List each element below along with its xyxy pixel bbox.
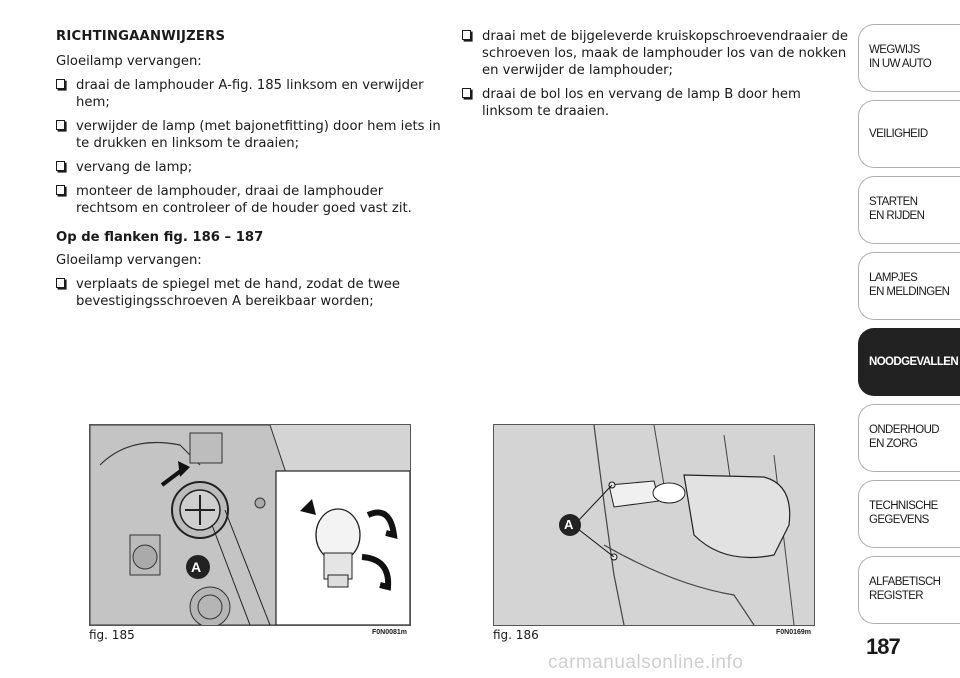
- section-heading: RICHTINGAANWIJZERS: [56, 29, 226, 44]
- list-item: verplaats de spiegel met de hand, zodat de twee bevestigingsschroeven A bereikbaar worden;: [56, 276, 448, 310]
- chapter-tabs: [858, 24, 960, 632]
- checkbox-bullet-icon: [56, 161, 65, 171]
- page-number: 187: [866, 634, 900, 659]
- right-text-column: [462, 28, 850, 127]
- watermark: carmanualsonline.info: [548, 652, 744, 673]
- checkbox-bullet-icon: [56, 278, 65, 288]
- tab-lampjes[interactable]: LAMPJES EN MELDINGEN: [858, 252, 960, 320]
- left-text-column: [56, 28, 448, 317]
- tab-alfabetisch[interactable]: ALFABETISCH REGISTER: [858, 556, 960, 624]
- checkbox-bullet-icon: [462, 88, 471, 98]
- tab-technische[interactable]: TECHNISCHE GEGEVENS: [858, 480, 960, 548]
- checkbox-bullet-icon: [56, 185, 65, 195]
- checkbox-bullet-icon: [462, 30, 471, 40]
- figure-caption: fig. 185: [89, 628, 135, 642]
- lamp-holder-illustration: [90, 425, 410, 625]
- list-item: verwijder de lamp (met bajonetfitting) door hem iets in te drukken en linksom te draaien;: [56, 118, 448, 152]
- list-item: draai de lamphouder A-fig. 185 linksom en verwijder hem;: [56, 77, 448, 111]
- list-item: monteer de lamphouder, draai de lamphouder rechtsom en controleer of de houder goed vast zit.: [56, 183, 448, 217]
- figure-185-illustration: [89, 424, 411, 626]
- list-item: draai de bol los en vervang de lamp B door hem linksom te draaien.: [462, 86, 850, 120]
- subsection-heading: Op de flanken fig. 186 – 187: [56, 230, 264, 245]
- figure-186-illustration: [493, 424, 815, 626]
- callout-label-a: A: [564, 517, 574, 532]
- tab-veiligheid[interactable]: VEILIGHEID: [858, 100, 960, 168]
- tab-noodgevallen[interactable]: NOODGEVALLEN: [858, 328, 960, 396]
- tab-starten[interactable]: STARTEN EN RIJDEN: [858, 176, 960, 244]
- mirror-screws-illustration: [494, 425, 814, 625]
- callout-label-a: A: [191, 559, 202, 575]
- tab-onderhoud[interactable]: ONDERHOUD EN ZORG: [858, 404, 960, 472]
- intro-text: Gloeilamp vervangen:: [56, 54, 202, 69]
- checkbox-bullet-icon: [56, 120, 65, 130]
- tab-wegwijs[interactable]: WEGWIJS IN UW AUTO: [858, 24, 960, 92]
- list-item: draai met de bijgeleverde kruiskopschroevendraaier de schroeven los, maak de lamphouder los van de nokken en verwijder de lamphouder;: [462, 28, 850, 79]
- intro-text-2: Gloeilamp vervangen:: [56, 253, 202, 268]
- list-item: vervang de lamp;: [56, 159, 448, 176]
- figure-code: F0N0081m: [372, 629, 408, 636]
- figure-caption: fig. 186: [493, 628, 539, 642]
- checkbox-bullet-icon: [56, 79, 65, 89]
- figure-code: F0N0169m: [776, 629, 812, 636]
